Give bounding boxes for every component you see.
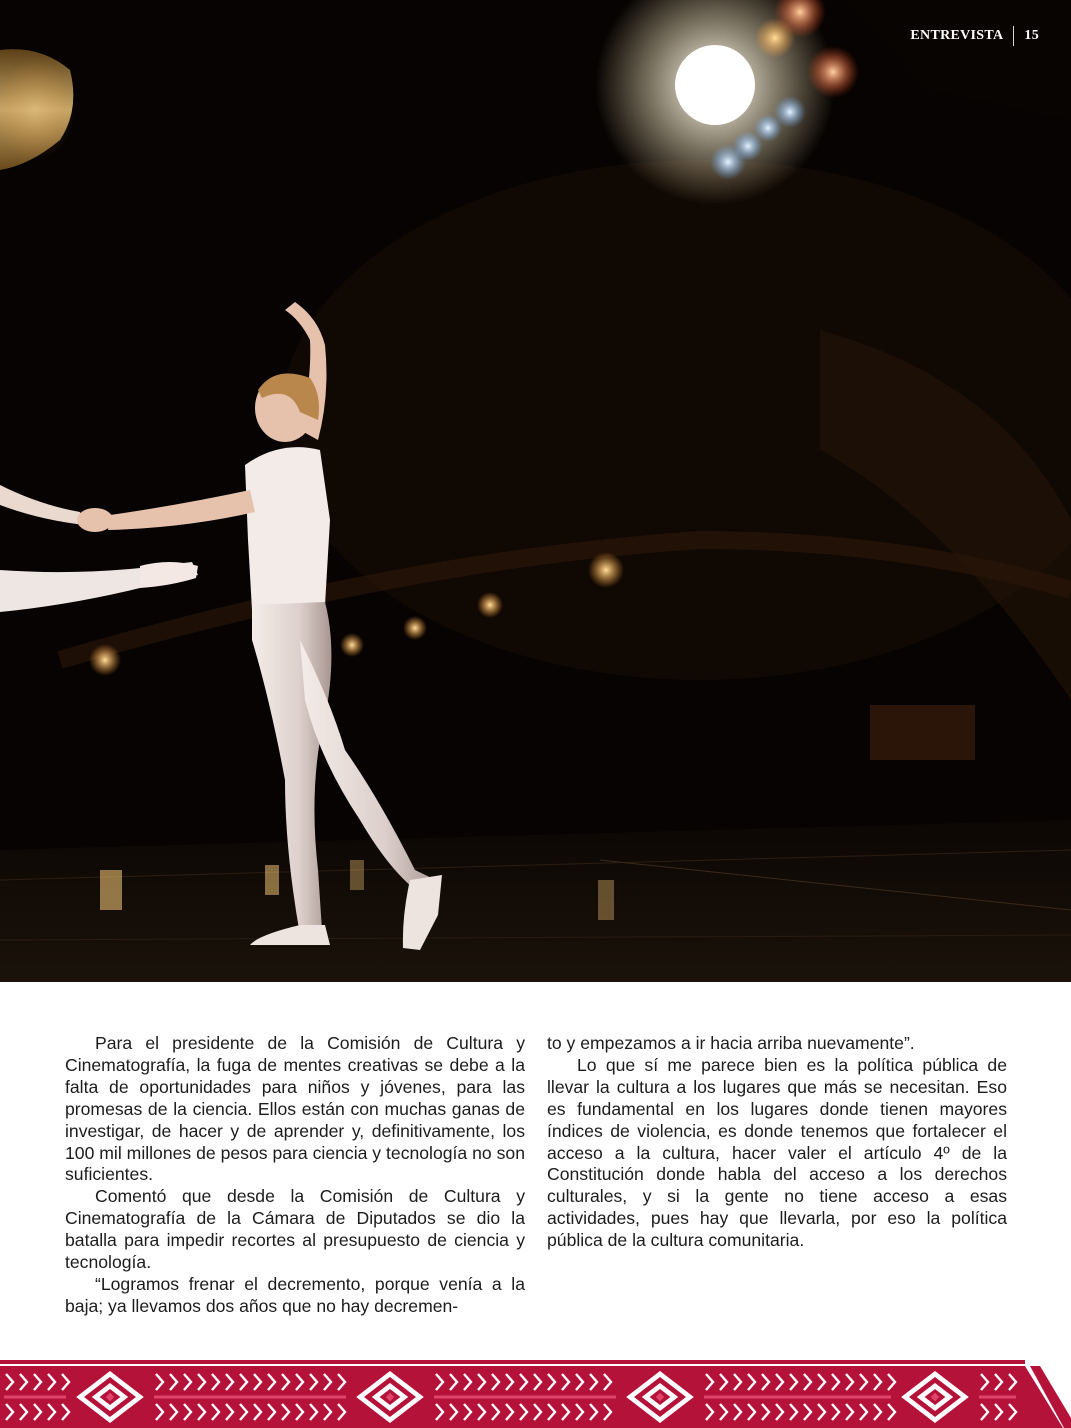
right-column (547, 1033, 1007, 1318)
embroidery-pattern (0, 1360, 1071, 1428)
paragraph: to y empezamos a ir hacia arriba nuevamente”. (547, 1033, 915, 1053)
paragraph: “Logramos frenar el decremento, porque venía a la baja; ya llevamos dos años que no hay decremen- (65, 1273, 525, 1316)
paragraph: Lo que sí me parece bien es la política pública de llevar la cultura a los lugares que más se necesitan. Eso es fundamental en los lugares donde tienen mayores índices de violencia, es donde tenemos que fortalecer el acceso a la cultura, hacer valer el artículo 4º de la Constitución donde habla del acceso a los derechos culturales, y si la gente no tiene acceso a esas actividades, pues hay que llevarla, por eso la política pública de la cultura comunitaria. (547, 1054, 1007, 1251)
paragraph: Comentó que desde la Comisión de Cultura y Cinematografía de la Cámara de Diputados se dio la batalla para impedir recortes al presupuesto de ciencia y tecnología. (65, 1186, 525, 1273)
article-body (65, 1033, 1007, 1318)
page-header (910, 26, 1039, 46)
header-divider (1013, 26, 1014, 46)
left-column (65, 1033, 525, 1318)
page-number: 15 (1024, 28, 1039, 43)
decorative-band (0, 1360, 1071, 1428)
section-label: ENTREVISTA (910, 28, 1004, 43)
band-top-stripe (0, 1360, 1025, 1364)
paragraph: Para el presidente de la Comisión de Cultura y Cinematografía, la fuga de mentes creativas se debe a la falta de oportunidades para niños y jóvenes, para las promesas de la ciencia. Ellos están con muchas ganas de investigar, de hacer y de aprender y, definitivamente, los 100 mil millones de pesos para ciencia y tecnología no son suficientes. (65, 1033, 525, 1185)
